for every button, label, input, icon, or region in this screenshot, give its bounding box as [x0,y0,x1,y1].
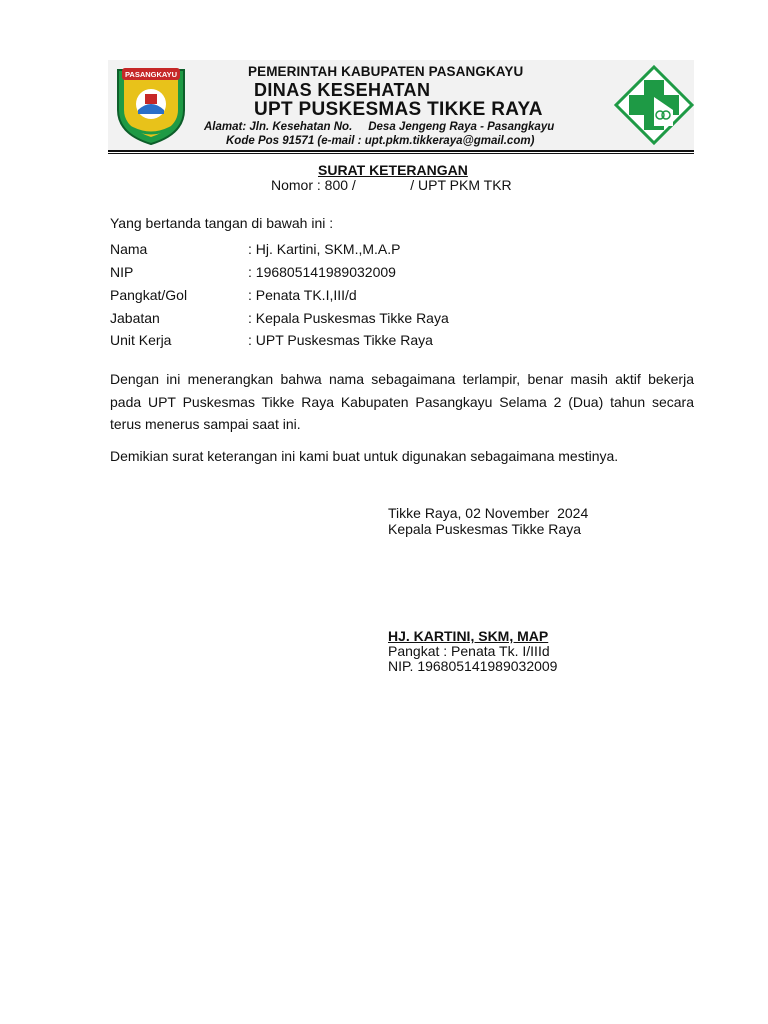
emblem-label: PASANGKAYU [124,70,178,79]
regency-emblem-icon [112,64,190,146]
signature-place-date: Tikke Raya, 02 November 2024 [388,505,589,521]
signature-name: HJ. KARTINI, SKM, MAP [388,628,549,644]
identity-value-name: : Hj. Kartini, SKM.,M.A.P [248,241,401,257]
letterhead-rule-thick [108,150,694,152]
identity-label-name: Nama [110,241,148,257]
letter-title: SURAT KETERANGAN [318,162,468,178]
puskesmas-logo-icon [613,64,695,146]
identity-value-unit: : UPT Puskesmas Tikke Raya [248,332,433,348]
letter-number: Nomor : 800 / / UPT PKM TKR [271,177,512,193]
identity-value-nip: : 196805141989032009 [248,264,396,280]
body-paragraph-1: Dengan ini menerangkan bahwa nama sebagaimana terlampir, benar masih aktif bekerja pada UPT Puskesmas Tikke Raya Kabupaten Pasangkayu Selama 2 (Dua) tahun secara terus menerus sampai saat ini. [110,371,694,432]
letterhead-institution: UPT PUSKESMAS TIKKE RAYA [254,99,543,120]
identity-label-rank: Pangkat/Gol [110,287,188,303]
identity-label-position: Jabatan [110,310,160,326]
signature-rank: Pangkat : Penata Tk. I/IIId [388,643,550,659]
identity-value-position: : Kepala Puskesmas Tikke Raya [248,310,449,326]
signature-nip: NIP. 196805141989032009 [388,658,558,674]
letterhead-rule-thin [108,153,694,154]
identity-label-nip: NIP [110,264,134,280]
intro-text: Yang bertanda tangan di bawah ini : [110,215,334,231]
letterhead-address: Alamat: Jln. Kesehatan No. Desa Jengeng Raya - Pasangkayu [204,121,555,133]
letterhead-contact: Kode Pos 91571 (e-mail : upt.pkm.tikkeraya@gmail.com) [226,135,535,147]
identity-value-rank: : Penata TK.I,III/d [248,287,357,303]
body-paragraph-2: Demikian surat keterangan ini kami buat untuk digunakan sebagaimana mestinya. [110,448,619,464]
identity-label-unit: Unit Kerja [110,332,172,348]
signature-position: Kepala Puskesmas Tikke Raya [388,521,581,537]
letterhead-government: PEMERINTAH KABUPATEN PASANGKAYU [248,64,524,79]
letterhead-department: DINAS KESEHATAN [254,80,431,100]
